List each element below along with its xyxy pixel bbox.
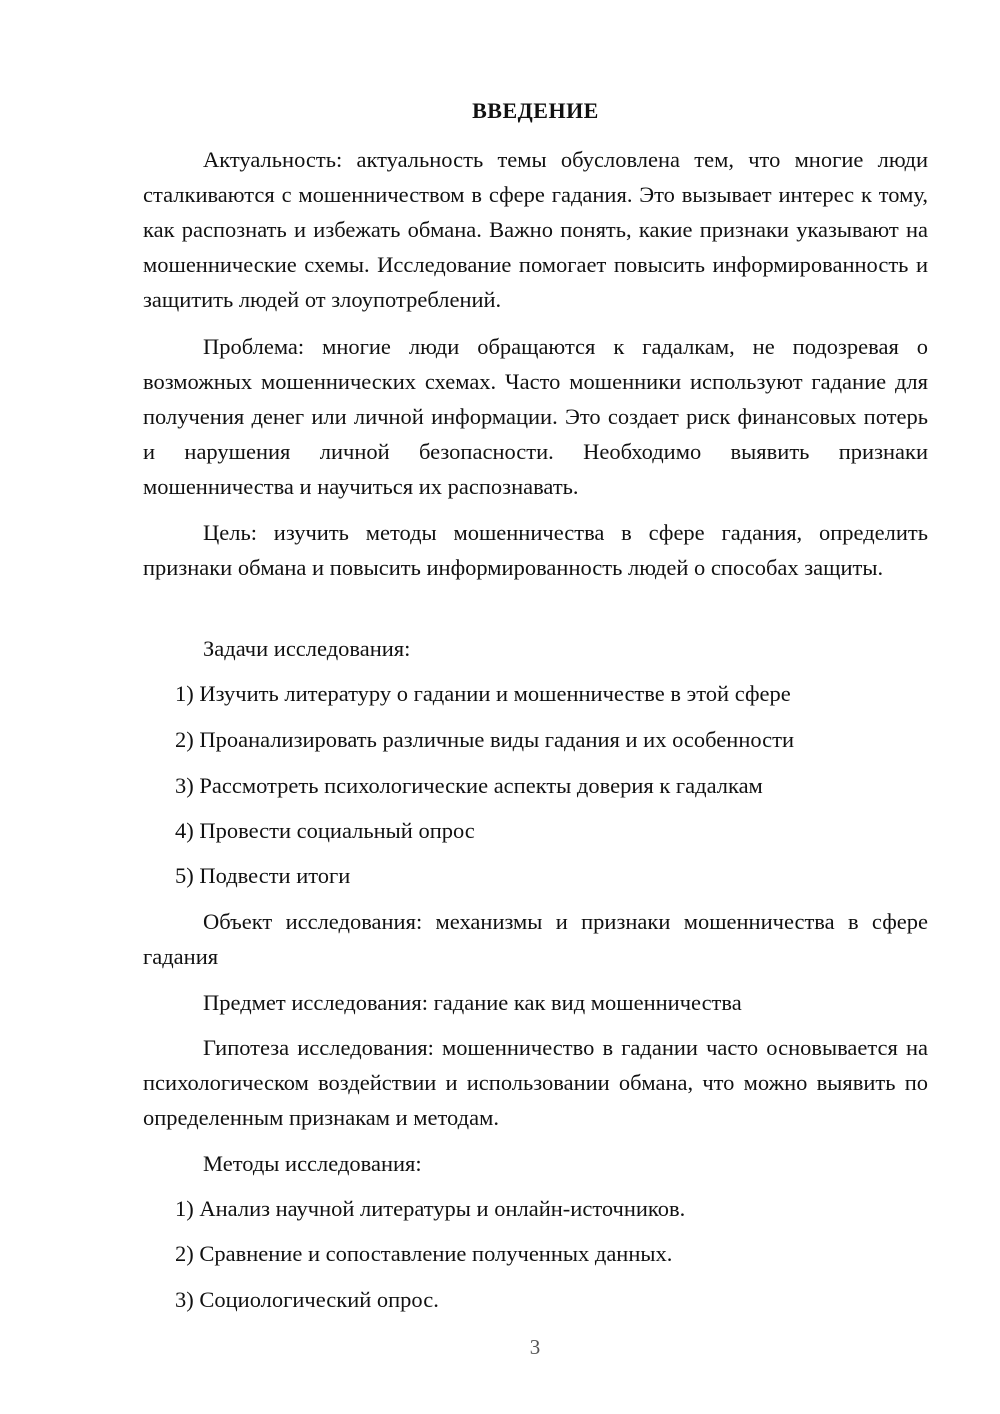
subject-paragraph: Предмет исследования: гадание как вид мошенничества xyxy=(203,990,742,1015)
methods-title: Методы исследования: xyxy=(203,1151,422,1176)
hypothesis-paragraph: Гипотеза исследования: мошенничество в гадании часто основывается на психологическом воздействии и использовании обмана, что можно выявить по определенным признакам и методам. xyxy=(143,1035,928,1130)
method-item: 1) Анализ научной литературы и онлайн-источников. xyxy=(175,1196,686,1221)
problem-paragraph: Проблема: многие люди обращаются к гадалкам, не подозревая о возможных мошеннических схемах. Часто мошенники используют гадание для получения денег или личной информации. Это создает риск финансовых потерь и нарушения личной безопасности. Необходимо выявить признаки мошенничества и научиться их распознавать. xyxy=(143,334,928,499)
goal-paragraph: Цель: изучить методы мошенничества в сфере гадания, определить признаки обмана и повысить информированность людей о способах защиты. xyxy=(143,520,928,580)
task-item: 1) Изучить литературу о гадании и мошенничестве в этой сфере xyxy=(175,681,791,706)
tasks-title: Задачи исследования: xyxy=(203,636,411,661)
relevance-paragraph: Актуальность: актуальность темы обусловлена тем, что многие люди сталкиваются с мошенничеством в сфере гадания. Это вызывает интерес к тому, как распознать и избежать обмана. Важно понять, какие признаки указывают на мошеннические схемы. Исследование помогает повысить информированность и защитить людей от злоупотреблений. xyxy=(143,147,928,312)
task-item: 2) Проанализировать различные виды гадания и их особенности xyxy=(175,727,795,752)
method-item: 2) Сравнение и сопоставление полученных данных. xyxy=(175,1241,673,1266)
task-item: 3) Рассмотреть психологические аспекты доверия к гадалкам xyxy=(175,773,763,798)
task-item: 4) Провести социальный опрос xyxy=(175,818,475,843)
method-item: 3) Социологический опрос. xyxy=(175,1287,439,1312)
task-item: 5) Подвести итоги xyxy=(175,863,351,888)
object-paragraph: Объект исследования: механизмы и признаки мошенничества в сфере гадания xyxy=(143,909,928,969)
section-heading: ВВЕДЕНИЕ xyxy=(472,98,599,123)
page-number: 3 xyxy=(529,1335,541,1359)
